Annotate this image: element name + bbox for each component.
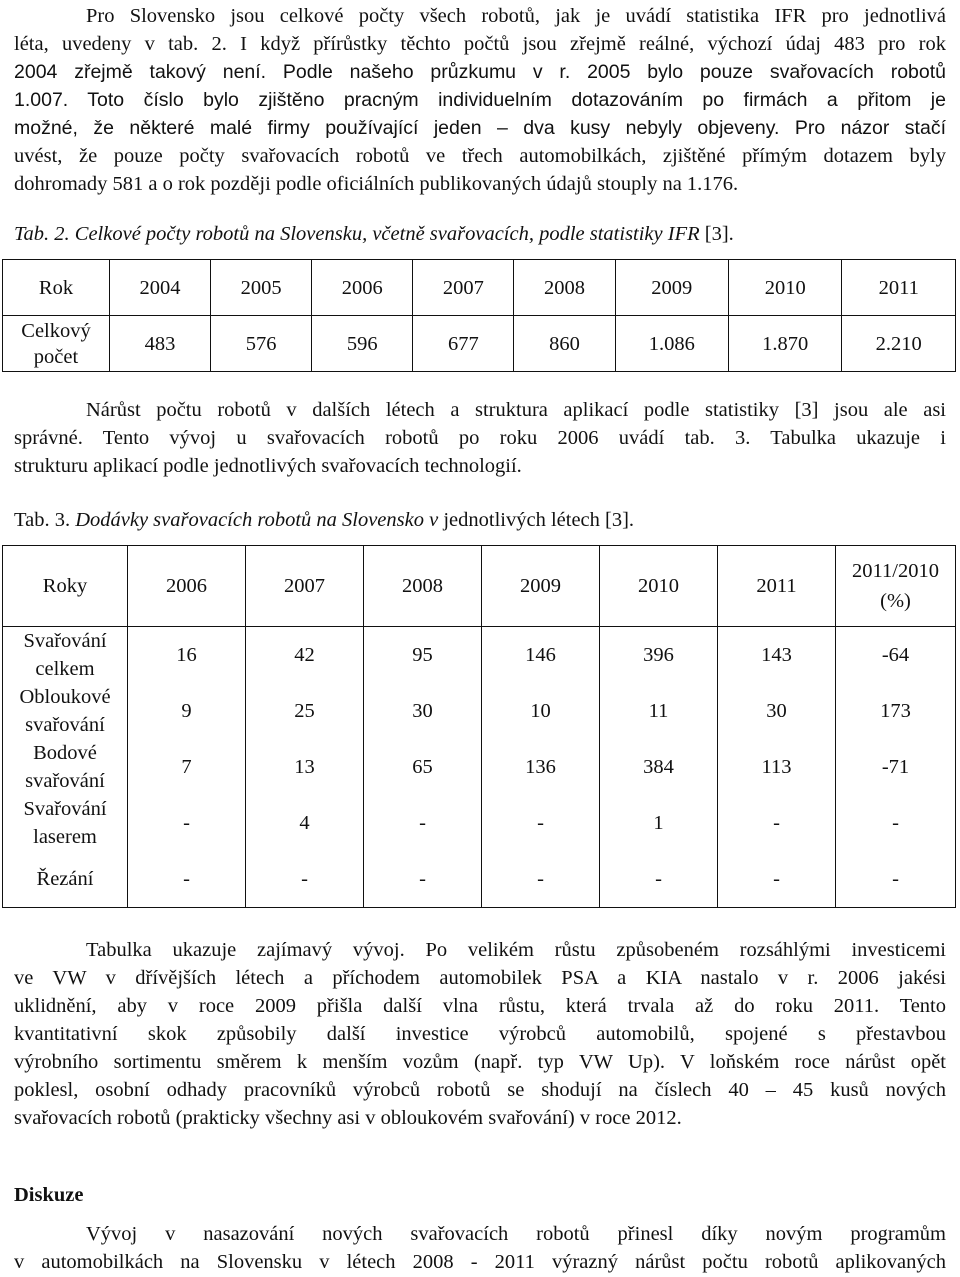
- closing-line: výrobního sortimentu směrem k menším vozům (např. typ VW Up). V loňském roce nárůst opět: [14, 1051, 946, 1073]
- table3-year: 2006: [128, 546, 246, 627]
- table3-caption-text: Dodávky svařovacích robotů na Slovensko v: [75, 509, 439, 531]
- table3-caption-tail: jednotlivých létech: [443, 509, 600, 531]
- intro-line: Pro Slovensko jsou celkové počty všech robotů, jak je uvádí statistika IFR pro jednotlivá: [86, 5, 946, 27]
- closing-line: poklesl, osobní odhady pracovníků výrobců robotů se shodují na číslech 40 – 45 kusů nových: [14, 1079, 946, 1101]
- table3-cell: -71: [836, 739, 956, 795]
- intro-line: možné, že některé malé firmy používající jeden – dva kusy nebyly objeveny. Pro názor stačí: [14, 117, 946, 139]
- intro-line: 1.007. Toto číslo bylo zjištěno pracným individuelním dotazováním po firmách a přitom je: [14, 89, 946, 111]
- table3-cell: -: [128, 851, 246, 907]
- table3-cell: -: [364, 795, 482, 851]
- table3-cell: -: [718, 851, 836, 907]
- table2: [2, 259, 956, 372]
- table3-cell: -: [482, 795, 600, 851]
- intro-line: uvést, že pouze počty svařovacích robotů ve třech automobilkách, zjištěné přímým dotazem byly: [14, 145, 946, 167]
- table2-year: 2008: [514, 260, 615, 316]
- table2-year: 2005: [211, 260, 312, 316]
- discussion-line: Vývoj v nasazování nových svařovacích robotů přinesl díky novým programům: [86, 1223, 946, 1245]
- table3-cell: -: [836, 795, 956, 851]
- table3-caption-prefix: Tab. 3.: [14, 509, 71, 531]
- table3-cell: -: [246, 851, 364, 907]
- table2-value-row: [3, 316, 956, 372]
- closing-line: uklidnění, aby v roce 2009 přišla další vlna růstu, která trvala až do roku 2011. Tento: [14, 995, 946, 1017]
- table3-cell: 42: [246, 627, 364, 684]
- intro-paragraph: [14, 2, 946, 198]
- table3-cell: 146: [482, 627, 600, 684]
- table3-row-label: Svařování laserem: [3, 795, 128, 851]
- table3-cell: -: [600, 851, 718, 907]
- table2-year: 2004: [110, 260, 211, 316]
- table2-value: 1.086: [615, 316, 728, 372]
- table3-cell: 30: [718, 683, 836, 739]
- intro-line: 2004 zřejmě takový není. Podle našeho průzkumu v r. 2005 bylo pouze svařovacích robotů: [14, 61, 946, 83]
- table3: [2, 545, 956, 908]
- intro-line: dohromady 581 a o rok později podle oficiálních publikovaných údajů stouply na 1.176.: [14, 173, 739, 195]
- table2-value: 2.210: [842, 316, 956, 372]
- table2-value: 860: [514, 316, 615, 372]
- table3-header-label: Roky: [3, 546, 128, 627]
- closing-line: Tabulka ukazuje zajímavý vývoj. Po velikém růstu způsobeném rozsáhlými investicemi: [86, 939, 946, 961]
- table3-row: [3, 795, 956, 851]
- table2-header-row: [3, 260, 956, 316]
- table3-cell: -: [128, 795, 246, 851]
- table3-cell: 30: [364, 683, 482, 739]
- table3-caption: [14, 506, 634, 534]
- middle-paragraph: [14, 396, 946, 480]
- table2-value: 596: [312, 316, 413, 372]
- table3-row: [3, 683, 956, 739]
- table2-value: 483: [110, 316, 211, 372]
- table3-cell: 9: [128, 683, 246, 739]
- table3-cell: 11: [600, 683, 718, 739]
- table3-cell: 10: [482, 683, 600, 739]
- table3-row-label: Řezání: [3, 851, 128, 907]
- table3-year: 2007: [246, 546, 364, 627]
- table3-caption-ref: [3].: [605, 509, 635, 531]
- table3-cell: -: [364, 851, 482, 907]
- table3-cell: 384: [600, 739, 718, 795]
- table3-cell: 95: [364, 627, 482, 684]
- discussion-paragraph: [14, 1220, 946, 1276]
- middle-line: správné. Tento vývoj u svařovacích robotů po roku 2006 uvádí tab. 3. Tabulka ukazuje i: [14, 427, 946, 449]
- table3-cell: 173: [836, 683, 956, 739]
- table3-cell: 113: [718, 739, 836, 795]
- table2-year: 2006: [312, 260, 413, 316]
- table3-row: [3, 851, 956, 907]
- table3-year: 2008: [364, 546, 482, 627]
- table3-year: 2011: [718, 546, 836, 627]
- table3-cell: 396: [600, 627, 718, 684]
- table3-row: [3, 627, 956, 684]
- table2-caption-prefix: Tab. 2.: [14, 223, 70, 245]
- closing-line: svařovacích robotů (prakticky všechny asi v obloukovém svařování) v roce 2012.: [14, 1107, 682, 1129]
- table3-cell: 65: [364, 739, 482, 795]
- table3-cell: -: [836, 851, 956, 907]
- table2-year: 2009: [615, 260, 728, 316]
- table3-row-label: Bodové svařování: [3, 739, 128, 795]
- table2-row-label: Celkový počet: [3, 316, 110, 372]
- table2-year: 2011: [842, 260, 956, 316]
- table3-cell: 136: [482, 739, 600, 795]
- table2-year: 2007: [413, 260, 514, 316]
- table3-header-row: [3, 546, 956, 627]
- table3-row-label: Svařování celkem: [3, 627, 128, 684]
- closing-line: kvantitativní skok způsobily další investice výrobců automobilů, spojené s přestavbou: [14, 1023, 946, 1045]
- table3-cell: 7: [128, 739, 246, 795]
- table3-year: 2009: [482, 546, 600, 627]
- table3-cell: 4: [246, 795, 364, 851]
- table3-cell: 25: [246, 683, 364, 739]
- table3-cell: 1: [600, 795, 718, 851]
- table2-caption-ref: [3].: [704, 223, 734, 245]
- table2-year: 2010: [729, 260, 842, 316]
- table3-cell: -64: [836, 627, 956, 684]
- table3-row-label: Obloukové svařování: [3, 683, 128, 739]
- discussion-line: v automobilkách na Slovensku v létech 2008 - 2011 výrazný nárůst počtu robotů aplikovaných: [14, 1251, 946, 1273]
- middle-line: Nárůst počtu robotů v dalších létech a struktura aplikací podle statistiky [3] jsou ale asi: [86, 399, 946, 421]
- table2-caption: [14, 220, 734, 248]
- table2-caption-text: Celkové počty robotů na Slovensku, včetně svařovacích, podle statistiky IFR: [74, 223, 700, 245]
- discussion-heading: Diskuze: [14, 1184, 84, 1206]
- table2-value: 576: [211, 316, 312, 372]
- closing-paragraph: [14, 936, 946, 1132]
- middle-line: strukturu aplikací podle jednotlivých svařovacích technologií.: [14, 455, 522, 477]
- table2-value: 1.870: [729, 316, 842, 372]
- table3-year: 2010: [600, 546, 718, 627]
- table2-header-label: Rok: [3, 260, 110, 316]
- table3-cell: 13: [246, 739, 364, 795]
- closing-line: ve VW v dřívějších létech a příchodem automobilek PSA a KIA nastalo v r. 2006 jakési: [14, 967, 946, 989]
- table3-cell: -: [482, 851, 600, 907]
- table3-cell: 143: [718, 627, 836, 684]
- table3-ratio-header: 2011/2010 (%): [836, 546, 956, 627]
- intro-line: léta, uvedeny v tab. 2. I když přírůstky těchto počtů jsou zřejmě reálné, výchozí údaj 483 pro rok: [14, 33, 946, 55]
- table2-value: 677: [413, 316, 514, 372]
- table3-row: [3, 739, 956, 795]
- table3-cell: 16: [128, 627, 246, 684]
- table3-cell: -: [718, 795, 836, 851]
